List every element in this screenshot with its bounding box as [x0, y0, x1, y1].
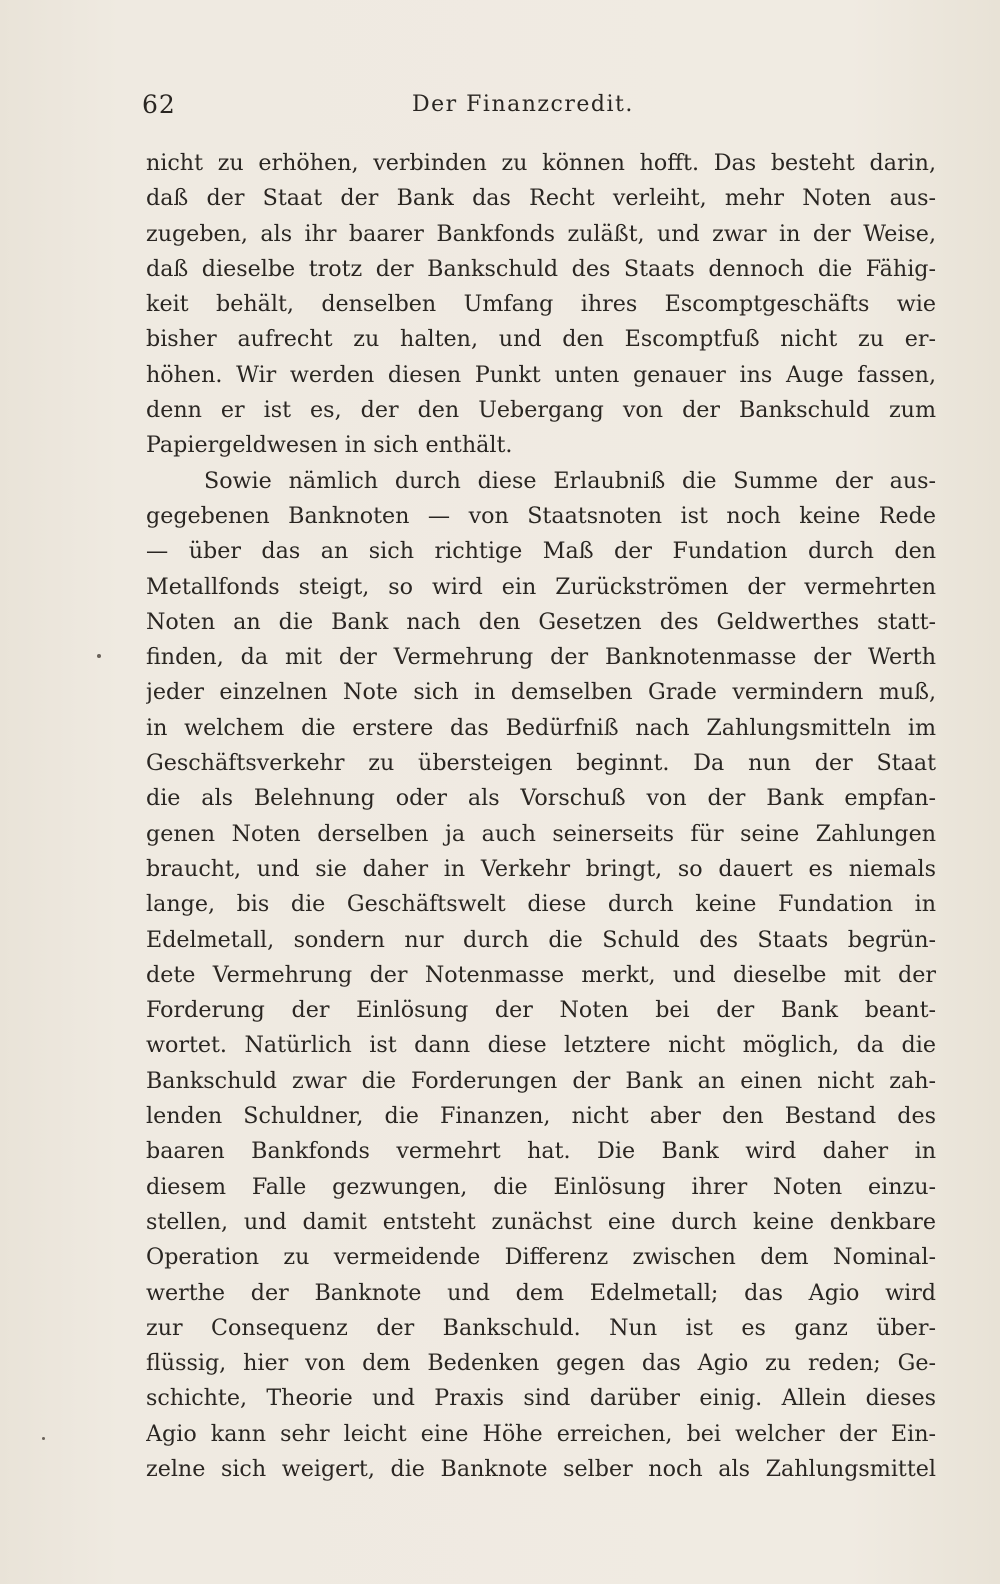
text-line: in welchem die erstere das Bedürfniß nach Zahlungsmitteln im	[146, 714, 936, 741]
text-line: Bankschuld zwar die Forderungen der Bank an einen nicht zah-	[146, 1067, 936, 1094]
text-line: Edelmetall, sondern nur durch die Schuld des Staats begrün-	[146, 926, 936, 953]
text-line: Operation zu vermeidende Differenz zwischen dem Nominal-	[146, 1244, 936, 1271]
text-line: jeder einzelnen Note sich in demselben Grade vermindern muß,	[146, 679, 936, 706]
text-line: daß der Staat der Bank das Recht verleiht, mehr Noten aus-	[146, 185, 936, 212]
text-line: keit behält, denselben Umfang ihres Escomptgeschäfts wie	[146, 291, 936, 318]
text-line: schichte, Theorie und Praxis sind darüber einig. Allein dieses	[146, 1385, 936, 1412]
text-line: lenden Schuldner, die Finanzen, nicht aber den Bestand des	[146, 1103, 936, 1130]
running-title: Der Finanzcredit.	[412, 92, 634, 117]
text-line: bisher aufrecht zu halten, und den Escomptfuß nicht zu er-	[146, 326, 936, 353]
paragraph-start-line: Sowie nämlich durch diese Erlaubniß die Summe der aus-	[204, 467, 936, 494]
text-line: — über das an sich richtige Maß der Fundation durch den	[146, 538, 936, 565]
text-line: zugeben, als ihr baarer Bankfonds zuläßt, und zwar in der Weise,	[146, 220, 936, 247]
text-line: Geschäftsverkehr zu übersteigen beginnt. Da nun der Staat	[146, 750, 936, 777]
text-line: daß dieselbe trotz der Bankschuld des Staats dennoch die Fähig-	[146, 255, 936, 282]
text-line: zelne sich weigert, die Banknote selber noch als Zahlungsmittel	[146, 1455, 936, 1482]
text-line: genen Noten derselben ja auch seinerseits für seine Zahlungen	[146, 820, 936, 847]
text-line: zur Consequenz der Bankschuld. Nun ist es ganz über-	[146, 1314, 936, 1341]
text-line: nicht zu erhöhen, verbinden zu können hofft. Das besteht darin,	[146, 150, 936, 176]
text-line: Agio kann sehr leicht eine Höhe erreichen, bei welcher der Ein-	[146, 1420, 936, 1447]
paper-speck	[42, 1437, 45, 1440]
text-line: die als Belehnung oder als Vorschuß von der Bank empfan-	[146, 785, 936, 812]
text-line: flüssig, hier von dem Bedenken gegen das Agio zu reden; Ge-	[146, 1350, 936, 1377]
text-line: höhen. Wir werden diesen Punkt unten genauer ins Auge fassen,	[146, 361, 936, 388]
text-line: Forderung der Einlösung der Noten bei der Bank beant-	[146, 997, 936, 1024]
text-line: Noten an die Bank nach den Gesetzen des Geldwerthes statt-	[146, 608, 936, 635]
text-line: diesem Falle gezwungen, die Einlösung ihrer Noten einzu-	[146, 1173, 936, 1200]
text-line: lange, bis die Geschäftswelt diese durch keine Fundation in	[146, 891, 936, 918]
text-line: stellen, und damit entsteht zunächst eine durch keine denkbare	[146, 1208, 936, 1235]
text-line: baaren Bankfonds vermehrt hat. Die Bank wird daher in	[146, 1138, 936, 1165]
body-text	[146, 146, 936, 1487]
text-line: denn er ist es, der den Uebergang von der Bankschuld zum	[146, 397, 936, 424]
paper-speck	[97, 654, 101, 658]
text-line: gegebenen Banknoten — von Staatsnoten ist noch keine Rede	[146, 502, 936, 529]
text-line: Metallfonds steigt, so wird ein Zurückströmen der vermehrten	[146, 573, 936, 600]
text-line: werthe der Banknote und dem Edelmetall; das Agio wird	[146, 1279, 936, 1306]
text-line: finden, da mit der Vermehrung der Banknotenmasse der Werth	[146, 644, 936, 671]
page-number: 62	[142, 90, 176, 119]
text-line: wortet. Natürlich ist dann diese letztere nicht möglich, da die	[146, 1032, 936, 1059]
text-line: dete Vermehrung der Notenmasse merkt, und dieselbe mit der	[146, 961, 936, 988]
running-head	[142, 90, 942, 130]
text-line: Papiergeldwesen in sich enthält.	[146, 432, 513, 459]
text-line: braucht, und sie daher in Verkehr bringt, so dauert es niemals	[146, 855, 936, 882]
